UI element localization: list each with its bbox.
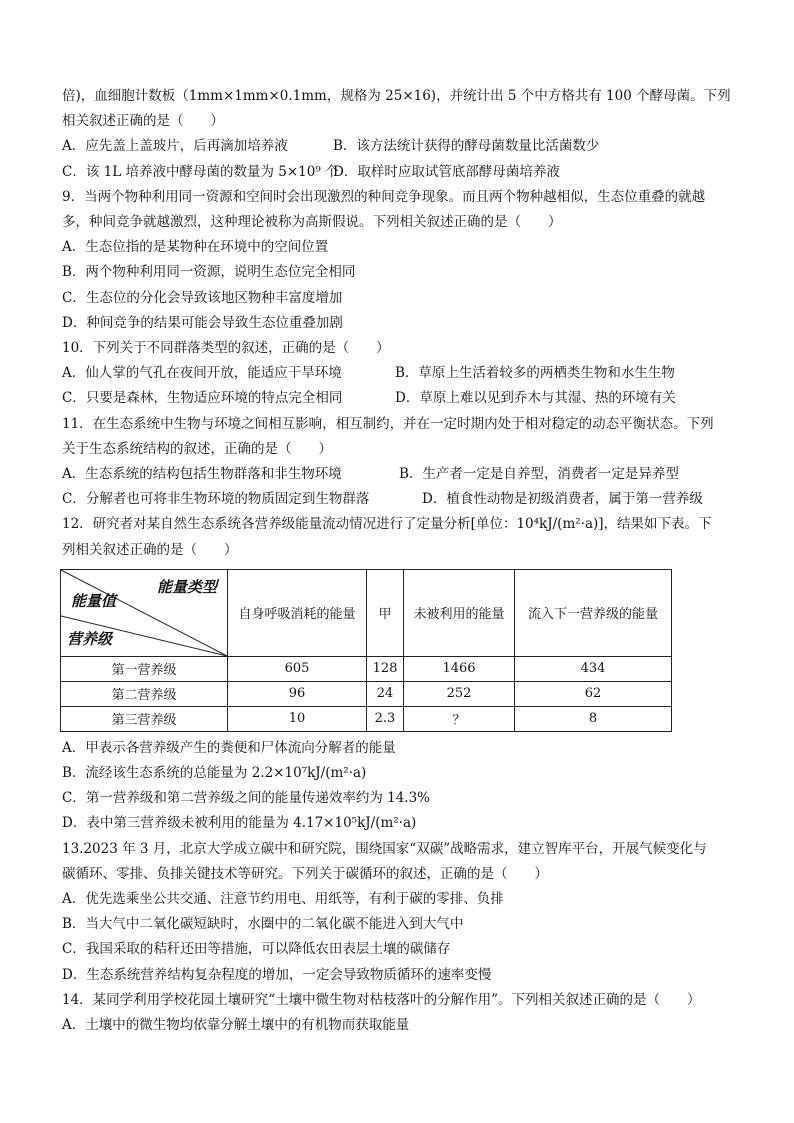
q12-option-b: B．流经该生态系统的总能量为 2.2×10⁷kJ/(m²·a) — [62, 765, 367, 782]
table-header-row — [61, 569, 672, 656]
table-cell: 96 — [228, 681, 367, 706]
q9-option-a: A．生态位指的是某物种在环境中的空间位置 — [62, 239, 329, 256]
header-respiration: 自身呼吸消耗的能量 — [228, 569, 367, 656]
table-corner-cell — [61, 569, 228, 656]
q11-option-d: D．植食性动物是初级消费者，属于第一营养级 — [422, 491, 703, 508]
q13-option-b: B．当大气中二氧化碳短缺时，水圈中的二氧化碳不能进入到大气中 — [62, 916, 464, 933]
q10-options-ab — [62, 361, 734, 386]
q14-stem: 14．某同学利用学校花园土壤研究“土壤中微生物对枯枝落叶的分解作用”。下列相关叙述正确的是（ ） — [62, 991, 701, 1008]
q11-stem-line2: 关于生态系统结构的叙述，正确的是（ ） — [62, 440, 332, 457]
q13-stem-line1: 13.2023 年 3 月，北京大学成立碳中和研究院，围绕国家“双碳”战略需求，建立智库平台，开展气候变化与 — [62, 840, 707, 857]
table-cell: 10 — [228, 706, 367, 731]
q8-stem-line2: 相关叙述正确的是（ ） — [62, 113, 224, 130]
q11-option-a: A．生态系统的结构包括生物群落和非生物环境 — [62, 466, 342, 483]
row-level-label: 第一营养级 — [61, 656, 228, 681]
q9-option-d: D．种间竞争的结果可能会导致生态位重叠加剧 — [62, 314, 343, 331]
q14-option-a: A．土壤中的微生物均依靠分解土壤中的有机物而获取能量 — [62, 1017, 410, 1034]
q9-stem-line2: 多，种间竞争就越激烈，这种理论被称为高斯假说。下列相关叙述正确的是（ ） — [62, 214, 562, 231]
energy-flow-table — [60, 569, 672, 732]
q8-option-d: D．取样时应取试管底部酵母菌培养液 — [333, 163, 560, 180]
q13-option-a: A．优先选乘坐公共交通、注意节约用电、用纸等，有利于碳的零排、负排 — [62, 891, 504, 908]
row-level-label: 第三营养级 — [61, 706, 228, 731]
q11-options-ab — [62, 462, 734, 487]
q8-option-c: C．该 1L 培养液中酵母菌的数量为 5×10⁹ 个 — [62, 163, 339, 180]
q8-option-b: B．该方法统计获得的酵母菌数量比活菌数少 — [333, 138, 600, 155]
header-next-level: 流入下一营养级的能量 — [515, 569, 672, 656]
table-cell: 2.3 — [367, 706, 404, 731]
q12-stem-line2: 列相关叙述正确的是（ ） — [62, 541, 238, 558]
table-cell: 605 — [228, 656, 367, 681]
corner-label-energy-value: 能量值 — [71, 591, 117, 610]
table-row — [61, 706, 672, 731]
table-cell-unknown: ？ — [404, 706, 515, 731]
q8-options-ab — [62, 134, 734, 159]
table-cell: 252 — [404, 681, 515, 706]
table-row — [61, 681, 672, 706]
q11-options-cd — [62, 487, 734, 512]
q10-option-a: A．仙人掌的气孔在夜间开放，能适应干旱环境 — [62, 365, 342, 382]
q10-option-c: C．只要是森林，生物适应环境的特点完全相同 — [62, 390, 343, 407]
table-cell: 1466 — [404, 656, 515, 681]
q8-option-a: A．应先盖上盖玻片，后再滴加培养液 — [62, 138, 288, 155]
q9-option-c: C．生态位的分化会导致该地区物种丰富度增加 — [62, 289, 343, 306]
table-cell: 128 — [367, 656, 404, 681]
corner-label-energy-type: 能量类型 — [156, 577, 217, 596]
q11-option-c: C．分解者也可将非生物环境的物质固定到生物群落 — [62, 491, 370, 508]
q9-stem-line1: 9．当两个物种利用同一资源和空间时会出现激烈的种间竞争现象。而且两个物种越相似，生态位重叠的就越 — [62, 188, 706, 205]
table-cell: 434 — [515, 656, 672, 681]
q9-option-b: B．两个物种利用同一资源，说明生态位完全相同 — [62, 264, 356, 281]
q13-stem-line2: 碳循环、零排、负排关键技术等研究。下列关于碳循环的叙述，正确的是（ ） — [62, 865, 548, 882]
corner-label-trophic-level: 营养级 — [67, 629, 113, 648]
header-jia: 甲 — [367, 569, 404, 656]
q10-options-cd — [62, 386, 734, 411]
q8-stem-line1: 倍)，血细胞计数板（1mm×1mm×0.1mm，规格为 25×16)，并统计出 5 个中方格共有 100 个酵母菌。下列 — [62, 88, 731, 104]
q13-option-d: D．生态系统营养结构复杂程度的增加，一定会导致物质循环的速率变慢 — [62, 966, 492, 983]
exam-page — [62, 84, 734, 1038]
q11-stem-line1: 11．在生态系统中生物与环境之间相互影响，相互制约，并在一定时期内处于相对稳定的动态平衡状态。下列 — [62, 415, 714, 432]
q12-option-a: A．甲表示各营养级产生的粪便和尸体流向分解者的能量 — [62, 739, 396, 756]
q10-option-b: B．草原上生活着较多的两栖类生物和水生生物 — [395, 365, 675, 382]
q11-option-b: B．生产者一定是自养型，消费者一定是异养型 — [399, 466, 679, 483]
table-cell: 8 — [515, 706, 672, 731]
q10-stem: 10．下列关于不同群落类型的叙述，正确的是（ ） — [62, 340, 390, 357]
q13-option-c: C．我国采取的秸秆还田等措施，可以降低农田表层土壤的碳储存 — [62, 941, 451, 958]
q10-option-d: D．草原上难以见到乔木与其湿、热的环境有关 — [395, 390, 676, 407]
q12-option-c: C．第一营养级和第二营养级之间的能量传递效率约为 14.3% — [62, 790, 431, 807]
q12-stem-line1: 12．研究者对某自然生态系统各营养级能量流动情况进行了定量分析[单位：10⁴kJ/(m²·a)]，结果如下表。下 — [62, 516, 712, 533]
table-cell: 24 — [367, 681, 404, 706]
table-cell: 62 — [515, 681, 672, 706]
header-unused: 未被利用的能量 — [404, 569, 515, 656]
table-row — [61, 656, 672, 681]
row-level-label: 第二营养级 — [61, 681, 228, 706]
q12-option-d: D．表中第三营养级未被利用的能量为 4.17×10⁵kJ/(m²·a) — [62, 815, 417, 832]
q8-options-cd — [62, 160, 734, 185]
